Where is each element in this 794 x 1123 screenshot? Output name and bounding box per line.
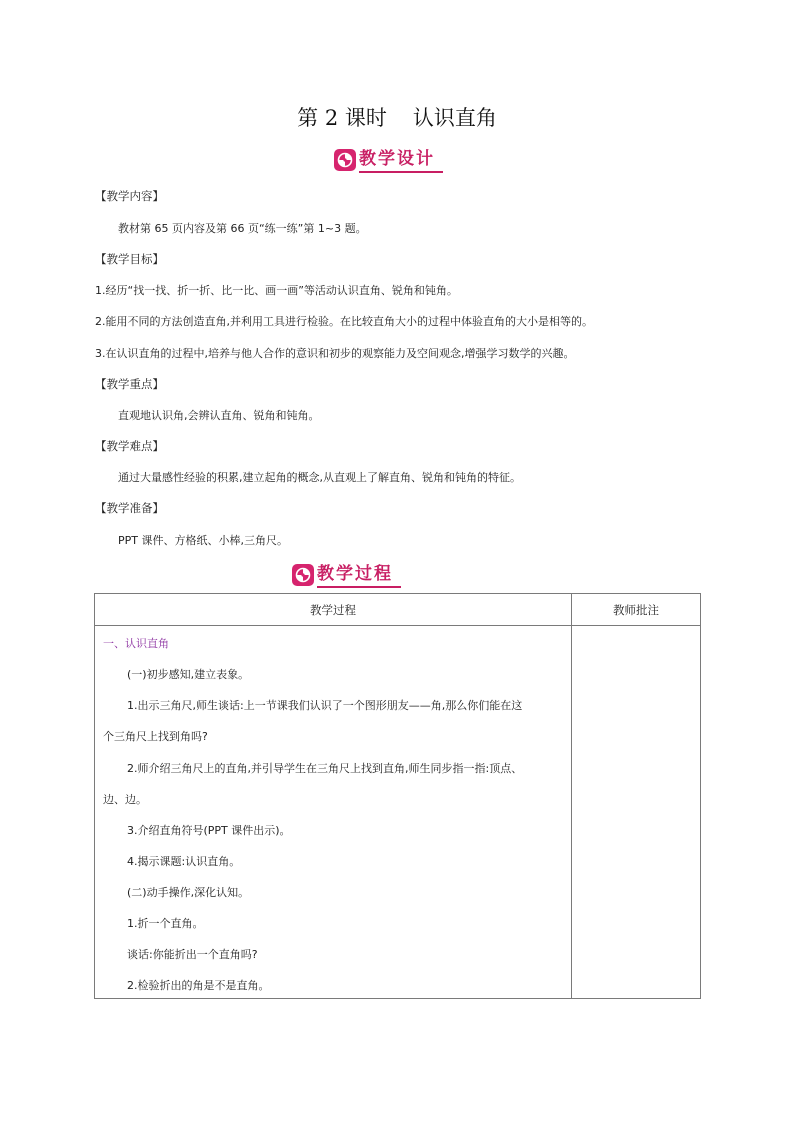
heading-content: 【教学内容】	[95, 189, 164, 203]
lesson-number: 第 2 课时	[297, 106, 387, 130]
section-banner-design	[334, 147, 443, 173]
list-item: (一)初步感知,建立表象。	[127, 668, 250, 681]
section-heading-recognize-right-angle: 一、认识直角	[103, 637, 169, 650]
pinwheel-icon	[334, 149, 356, 171]
process-cell	[95, 626, 572, 999]
process-table	[94, 593, 701, 999]
heading-difficulties: 【教学难点】	[95, 439, 164, 453]
difficulties-text: 通过大量感性经验的积累,建立起角的概念,从直观上了解直角、锐角和钝角的特征。	[118, 471, 521, 484]
list-item: 3.介绍直角符号(PPT 课件出示)。	[127, 824, 291, 837]
goal-item: 1.经历“找一找、折一折、比一比、画一画”等活动认识直角、锐角和钝角。	[95, 284, 458, 297]
table-header-row	[95, 594, 701, 626]
pinwheel-icon	[292, 564, 314, 586]
goal-item: 3.在认识直角的过程中,培养与他人合作的意识和初步的观察能力及空间观念,增强学习数学的兴趣。	[95, 347, 575, 360]
teacher-notes-cell[interactable]	[572, 626, 701, 999]
list-item: 边、边。	[103, 793, 147, 806]
section-title: 教学过程	[317, 563, 401, 588]
heading-goals: 【教学目标】	[95, 252, 164, 266]
section-banner-process	[292, 562, 401, 588]
list-item: 2.师介绍三角尺上的直角,并引导学生在三角尺上找到直角,师生同步指一指:顶点、	[127, 762, 523, 775]
header-process: 教学过程	[95, 594, 572, 626]
section-title: 教学设计	[359, 148, 443, 173]
list-item: 4.揭示课题:认识直角。	[127, 855, 241, 868]
list-item: 个三角尺上找到角吗?	[103, 730, 208, 743]
preparation-text: PPT 课件、方格纸、小棒,三角尺。	[118, 534, 288, 547]
list-item: 1.出示三角尺,师生谈话:上一节课我们认识了一个图形朋友——角,那么你们能在这	[127, 699, 523, 712]
list-item: (二)动手操作,深化认知。	[127, 886, 250, 899]
header-teacher-notes: 教师批注	[572, 594, 701, 626]
table-row	[95, 626, 701, 999]
heading-preparation: 【教学准备】	[95, 501, 164, 515]
key-points-text: 直观地认识角,会辨认直角、锐角和钝角。	[118, 409, 320, 422]
list-item: 2.检验折出的角是不是直角。	[127, 979, 270, 992]
list-item: 1.折一个直角。	[127, 917, 204, 930]
page-title	[0, 102, 794, 132]
goal-item: 2.能用不同的方法创造直角,并利用工具进行检验。在比较直角大小的过程中体验直角的大小是相等的。	[95, 315, 593, 328]
list-item: 谈话:你能折出一个直角吗?	[127, 948, 258, 961]
heading-key-points: 【教学重点】	[95, 377, 164, 391]
lesson-topic: 认识直角	[412, 106, 497, 130]
content-text: 教材第 65 页内容及第 66 页“练一练”第 1~3 题。	[118, 222, 367, 235]
